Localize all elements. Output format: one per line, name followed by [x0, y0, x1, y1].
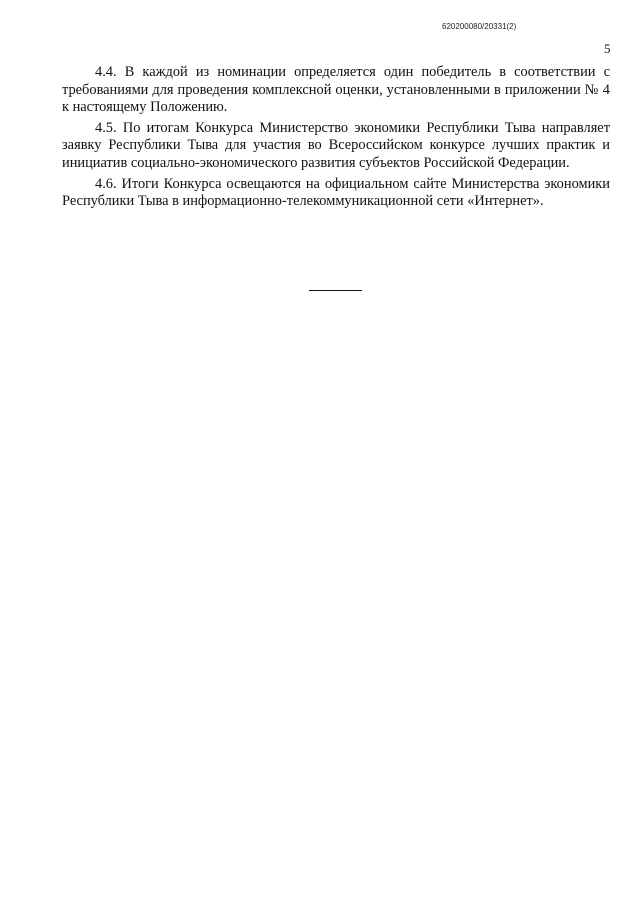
document-code: 620200080/20331(2): [442, 22, 517, 31]
end-separator-line: [309, 290, 362, 291]
page-number: 5: [604, 41, 611, 56]
paragraph-4-5: 4.5. По итогам Конкурса Министерство экономики Республики Тыва направляет заявку Республики Тыва для участия во Всероссийском конкурсе лучших практик и инициатив социально-экономического развития субъектов Российской Федерации.: [62, 119, 610, 171]
paragraph-4-6: 4.6. Итоги Конкурса освещаются на официальном сайте Министерства экономики Республики Тыва в информационно-телекоммуникационной сети «Интернет».: [62, 175, 610, 210]
paragraph-4-4: 4.4. В каждой из номинации определяется один победитель в соответствии с требованиями для проведения комплексной оценки, установленными в приложении № 4 к настоящему Положению.: [62, 64, 610, 116]
document-body: [62, 64, 610, 214]
